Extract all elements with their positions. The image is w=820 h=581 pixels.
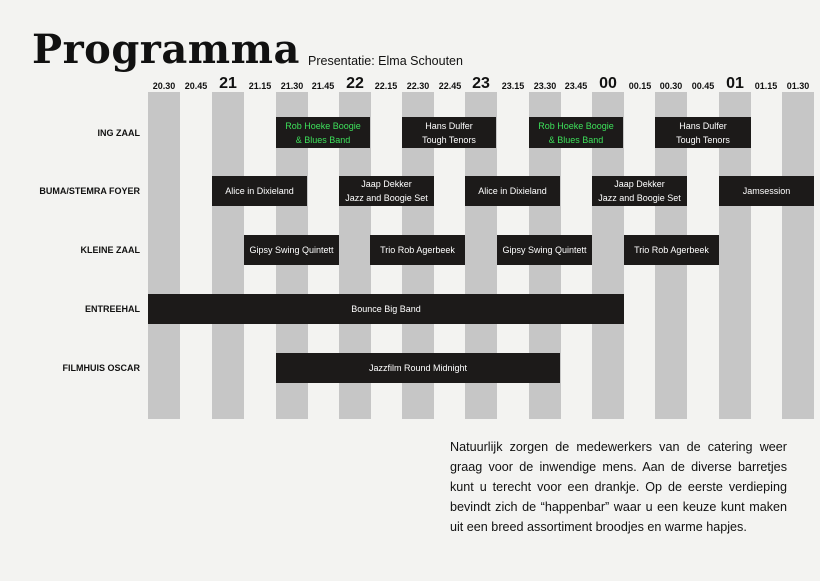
page-title: Programma [32,26,300,73]
time-column [782,92,814,419]
event-block: Gipsy Swing Quintett [497,235,592,265]
time-label: 00.45 [691,81,715,91]
time-label: 22.30 [406,81,430,91]
time-label: 22.45 [438,81,462,91]
time-label: 00.30 [659,81,683,91]
time-label: 23.30 [533,81,557,91]
room-label: FILMHUIS OSCAR [62,363,140,373]
event-block: Hans Dulfer Tough Tenors [402,117,496,148]
time-label: 23 [472,75,490,92]
time-label: 21.30 [280,81,304,91]
time-column [212,92,244,419]
time-label: 01.30 [786,81,810,91]
event-block: Jamsession [719,176,814,206]
event-block: Jazzfilm Round Midnight [276,353,560,383]
event-block: Trio Rob Agerbeek [624,235,719,265]
room-label: ENTREEHAL [84,304,140,314]
time-label: 23.45 [564,81,588,91]
presenter-subtitle: Presentatie: Elma Schouten [308,54,463,68]
event-block: Hans Dulfer Tough Tenors [655,117,751,148]
time-label: 22 [346,75,364,92]
event-block: Trio Rob Agerbeek [370,235,465,265]
time-label: 23.15 [501,81,525,91]
time-label: 00 [599,75,617,92]
event-block: Jaap Dekker Jazz and Boogie Set [592,176,687,206]
catering-paragraph: Natuurlijk zorgen de medewerkers van de catering weer graag voor de inwendige mens. Aan de diverse barretjes kunt u terecht voor een drankje. Op de eerste verdieping bevindt zich de “happenbar” waar u een keuze kunt maken uit een breed assortiment broodjes en warme hapjes. [450,440,787,534]
time-label: 21.45 [311,81,335,91]
event-block: Rob Hoeke Boogie & Blues Band [276,117,370,148]
time-label: 21.15 [248,81,272,91]
event-block: Gipsy Swing Quintett [244,235,339,265]
time-label: 20.30 [152,81,176,91]
time-label: 22.15 [374,81,398,91]
time-label: 01.15 [754,81,778,91]
event-block: Rob Hoeke Boogie & Blues Band [529,117,623,148]
event-block: Jaap Dekker Jazz and Boogie Set [339,176,434,206]
event-block: Bounce Big Band [148,294,624,324]
room-label: BUMA/STEMRA FOYER [39,186,140,196]
event-block: Alice in Dixieland [212,176,307,206]
time-label: 21 [219,75,237,92]
time-column [148,92,180,419]
room-label: KLEINE ZAAL [80,245,140,255]
time-label: 20.45 [184,81,208,91]
room-label: ING ZAAL [97,128,140,138]
event-block: Alice in Dixieland [465,176,560,206]
time-label: 01 [726,75,744,92]
time-label: 00.15 [628,81,652,91]
